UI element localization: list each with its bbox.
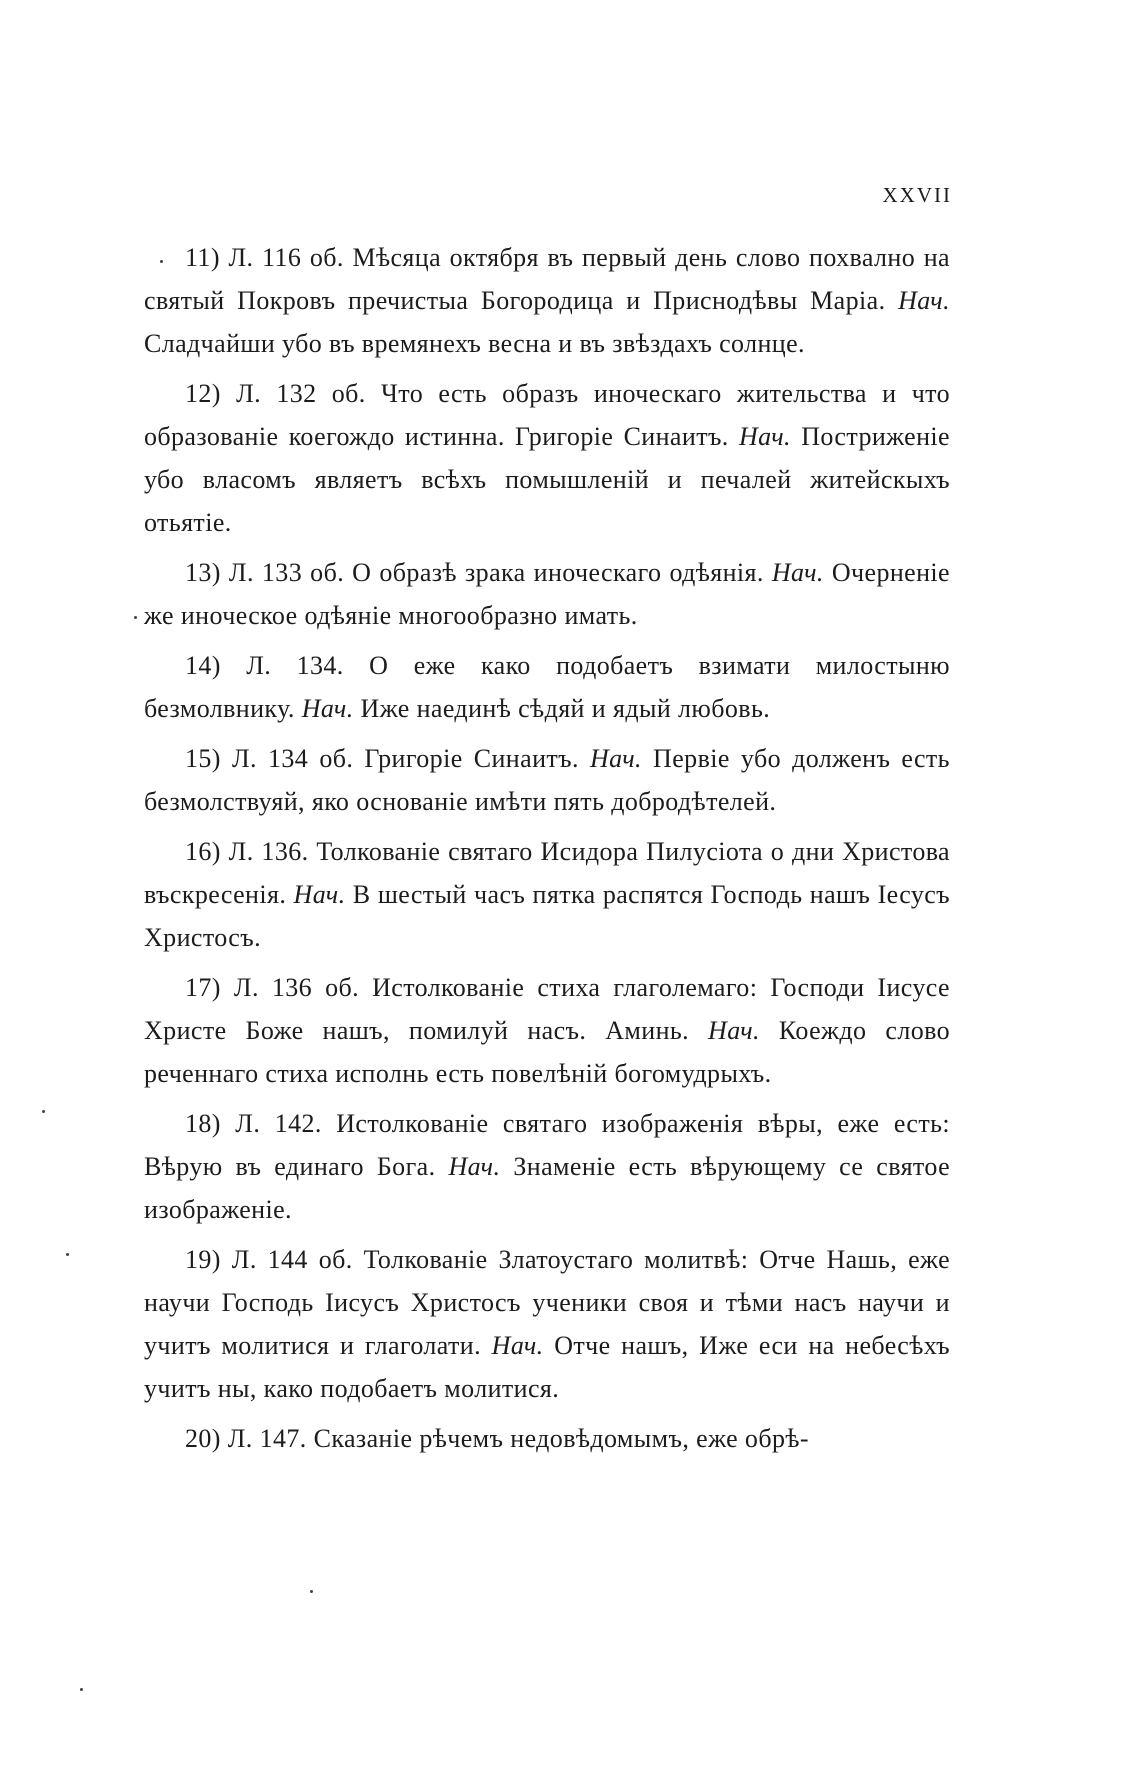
entry-leaf: Л. 144 об.	[231, 1245, 353, 1274]
entry-leaf: Л. 116 об.	[228, 243, 344, 272]
entry-title: О еже како подобаетъ взимати милостыню безмолвнику.	[144, 651, 950, 723]
incipit-label: Нач.	[293, 880, 346, 909]
entry-number: 12)	[185, 379, 221, 408]
entry-leaf: Л. 136.	[228, 837, 309, 866]
incipit-label: Нач.	[301, 694, 354, 723]
entry-number: 17)	[185, 973, 221, 1002]
entry-13	[144, 551, 950, 637]
incipit-label: Нач.	[590, 744, 642, 773]
entry-title: Истолкованіе святаго изображенія вѣры, еже есть: Вѣрую въ единаго Бога.	[144, 1109, 950, 1181]
entry-incipit: Первіе убо долженъ есть безмолствуяй, яко основаніе имѣти пять добродѣтелей.	[144, 744, 950, 816]
entry-leaf: Л. 134 об.	[231, 744, 354, 773]
entry-incipit: Коеждо слово реченнаго стиха исполнь есть повелѣній богомудрыхъ.	[144, 1016, 950, 1088]
entry-title: О образѣ зрака иноческаго одѣянія.	[352, 558, 764, 587]
entry-leaf: Л. 134.	[246, 651, 344, 680]
entry-title: Сказаніе рѣчемъ недовѣдомымъ, еже обрѣ-	[313, 1424, 809, 1453]
entry-number: 15)	[185, 744, 221, 773]
page-number: XXVII	[882, 183, 952, 207]
entry-12	[144, 372, 950, 544]
entry-20	[144, 1417, 950, 1460]
entry-title: Григоріе Синаитъ.	[364, 744, 579, 773]
print-speck	[310, 1590, 313, 1593]
entry-incipit: Иже наединѣ сѣдяй и ядый любовь.	[360, 694, 771, 723]
incipit-label: Нач.	[898, 286, 951, 315]
entry-leaf: Л. 132 об.	[236, 379, 366, 408]
catalog-entries	[144, 236, 950, 1460]
entry-19	[144, 1238, 950, 1410]
print-speck	[42, 1110, 45, 1113]
entry-leaf: Л. 136 об.	[233, 973, 360, 1002]
entry-leaf: Л. 133 об.	[228, 558, 345, 587]
incipit-label: Нач.	[708, 1016, 760, 1045]
entry-incipit: Постриженіе убо власомъ являетъ всѣхъ помышленій и печалей житейскыхъ отьятіе.	[144, 422, 950, 537]
print-speck	[66, 1253, 69, 1256]
incipit-label: Нач.	[771, 558, 824, 587]
entry-title: Истолкованіе стиха глаголемаго: Господи Іисусе Христе Боже нашъ, помилуй насъ. Аминь.	[144, 973, 950, 1045]
print-speck	[160, 260, 163, 263]
entry-title: Толкованіе Златоустаго молитвѣ: Отче Нашь, еже научи Господь Іисусъ Христосъ ученики своя и тѣми насъ научи и учитъ молитися и глаголати.	[144, 1245, 951, 1360]
entry-number: 20)	[185, 1424, 221, 1453]
entry-incipit: Сладчайши убо въ времянехъ весна и въ звѣздахъ солнце.	[144, 329, 805, 358]
entry-number: 19)	[185, 1245, 221, 1274]
entry-number: 16)	[185, 837, 221, 866]
print-speck	[134, 616, 137, 619]
incipit-label: Нач.	[448, 1152, 501, 1181]
entry-incipit: Очерненіе же иноческое одѣяніе многообразно имать.	[144, 558, 950, 630]
entry-incipit: В шестый часъ пятка распятся Господь нашъ Іесусъ Христосъ.	[144, 880, 951, 952]
entry-number: 13)	[185, 558, 221, 587]
entry-number: 18)	[185, 1109, 221, 1138]
entry-number: 14)	[185, 651, 221, 680]
entry-incipit: Отче нашъ, Иже еси на небесѣхъ учитъ ны, како подобаетъ молитися.	[144, 1331, 951, 1403]
entry-14	[144, 644, 950, 730]
entry-title: Что есть образъ иноческаго жительства и что образованіе коегождо истинна. Григоріе Синаитъ.	[144, 379, 950, 451]
incipit-label: Нач.	[491, 1331, 544, 1360]
entry-17	[144, 966, 950, 1095]
entry-leaf: Л. 147.	[227, 1424, 307, 1453]
entry-title: Мѣсяца октября въ первый день слово похвално на святый Покровъ пречистыа Богородица и Приснодѣвы Маріа.	[144, 243, 950, 315]
entry-title: Толкованіе святаго Исидора Пилусіота о дни Христова въскресенія.	[144, 837, 950, 909]
entry-16	[144, 830, 950, 959]
entry-incipit: Знаменіе есть вѣрующему се святое изображеніе.	[144, 1152, 951, 1224]
entry-15	[144, 737, 950, 823]
entry-number: 11)	[185, 243, 220, 272]
entry-18	[144, 1102, 950, 1231]
print-speck	[80, 1688, 83, 1691]
entry-leaf: Л. 142.	[235, 1109, 322, 1138]
entry-11	[144, 236, 950, 365]
incipit-label: Нач.	[738, 422, 791, 451]
